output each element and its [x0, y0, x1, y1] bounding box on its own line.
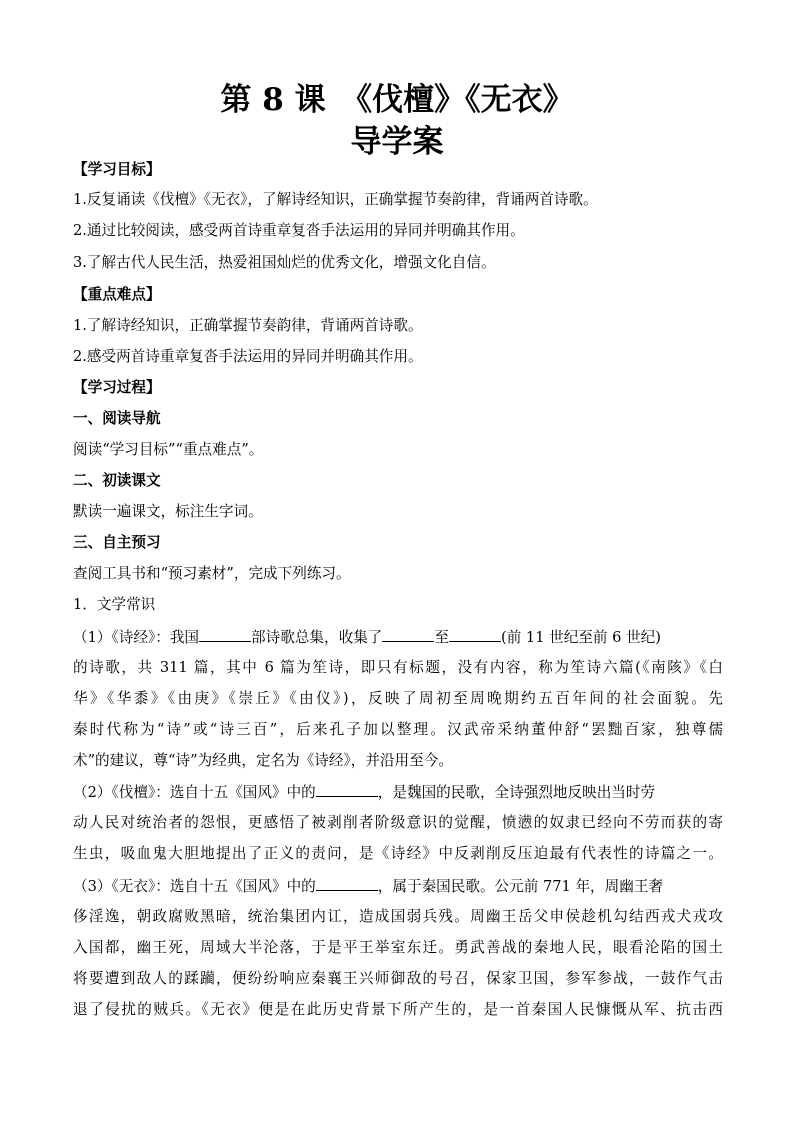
question-text: （1）《诗经》：我国	[73, 629, 200, 646]
subsection-heading-literary-knowledge: 1．文学常识	[73, 596, 156, 613]
answer-blank[interactable]	[316, 782, 378, 797]
question-text: (前 11 世纪至前 6 世纪)	[501, 629, 661, 646]
question-1-line-5: 术”的建议，尊“诗”为经典，定名为《诗经》，并沿用至今。	[73, 752, 453, 769]
question-1-line-1	[73, 627, 723, 648]
section-text: 查阅工具书和“预习素材”，完成下列练习。	[73, 565, 351, 582]
objectives-heading: 【学习目标】	[73, 161, 161, 178]
question-1-line-3: 华》《华黍》《由庚》《崇丘》《由仪》)，反映了周初至周晚期约五百年间的社会面貌。先	[73, 690, 723, 707]
objective-item: 2.通过比较阅读，感受两首诗重章复沓手法运用的异同并明确其作用。	[73, 222, 525, 239]
question-2-line-1	[73, 782, 723, 803]
question-3-line-4: 将要遭到敌人的蹂躏，便纷纷响应秦襄王兴师御敌的号召，保家卫国，参军参战，一鼓作气击	[73, 970, 723, 987]
question-text: ，属于秦国民歌。公元前 771 年，周幽王奢	[377, 878, 664, 895]
key-point-item: 2.感受两首诗重章复沓手法运用的异同并明确其作用。	[73, 348, 423, 365]
section-text: 默读一遍课文，标注生字词。	[73, 503, 263, 520]
section-heading-first-reading: 二、初读课文	[73, 472, 161, 489]
question-text: 部诗歌总集，收集了	[251, 629, 383, 646]
section-heading-self-preview: 三、自主预习	[73, 534, 161, 551]
question-1-line-4: 秦时代称为“诗”或“诗三百”，后来孔子加以整理。汉武帝采纳董仲舒“罢黜百家，独尊儒	[73, 721, 723, 738]
question-text: ，是魏国的民歌，全诗强烈地反映出当时劳	[377, 784, 656, 801]
objective-item: 1.反复诵读《伐檀》《无衣》，了解诗经知识，正确掌握节奏韵律，背诵两首诗歌。	[73, 191, 598, 208]
question-3-line-3: 入国都，幽王死，周域大半沦落，于是平王举室东迁。勇武善战的秦地人民，眼看沦陷的国土	[73, 939, 723, 956]
page-subtitle: 导学案	[350, 124, 444, 160]
question-2-line-3: 生虫，吸血鬼大胆地提出了正义的责问，是《诗经》中反剥削反压迫最有代表性的诗篇之一。	[73, 845, 723, 862]
question-text: （2）《伐檀》：选自十五《国风》中的	[73, 784, 316, 801]
answer-blank[interactable]	[449, 627, 501, 642]
question-1-line-2: 的诗歌，共 311 篇，其中 6 篇为笙诗，即只有标题，没有内容，称为笙诗六篇(《南陔》《白	[73, 659, 723, 676]
page-title: 第 8 课 《伐檀》《无衣》	[220, 82, 574, 118]
answer-blank[interactable]	[199, 627, 251, 642]
question-3-line-1	[73, 876, 723, 897]
process-heading: 【学习过程】	[73, 379, 161, 396]
key-points-heading: 【重点难点】	[73, 286, 161, 303]
question-2-line-2: 动人民对统治者的怨恨，更感悟了被剥削者阶级意识的觉醒，愤懑的奴隶已经向不劳而获的寄	[73, 814, 723, 831]
answer-blank[interactable]	[382, 627, 434, 642]
question-3-line-2: 侈淫逸，朝政腐败黑暗，统治集团内讧，造成国弱兵残。周幽王岳父申侯趁机勾结西戎犬戎攻	[73, 908, 723, 925]
question-text: （3）《无衣》：选自十五《国风》中的	[73, 878, 316, 895]
key-point-item: 1.了解诗经知识，正确掌握节奏韵律，背诵两首诗歌。	[73, 317, 423, 334]
section-heading-reading-guide: 一、阅读导航	[73, 410, 161, 427]
question-text: 至	[434, 629, 449, 646]
objective-item: 3.了解古代人民生活，热爱祖国灿烂的优秀文化，增强文化自信。	[73, 254, 496, 271]
section-text: 阅读“学习目标”“重点难点”。	[73, 441, 264, 458]
question-3-line-5: 退了侵扰的贼兵。《无衣》便是在此历史背景下所产生的，是一首秦国人民慷慨从军、抗击西	[73, 1001, 723, 1018]
answer-blank[interactable]	[316, 876, 378, 891]
